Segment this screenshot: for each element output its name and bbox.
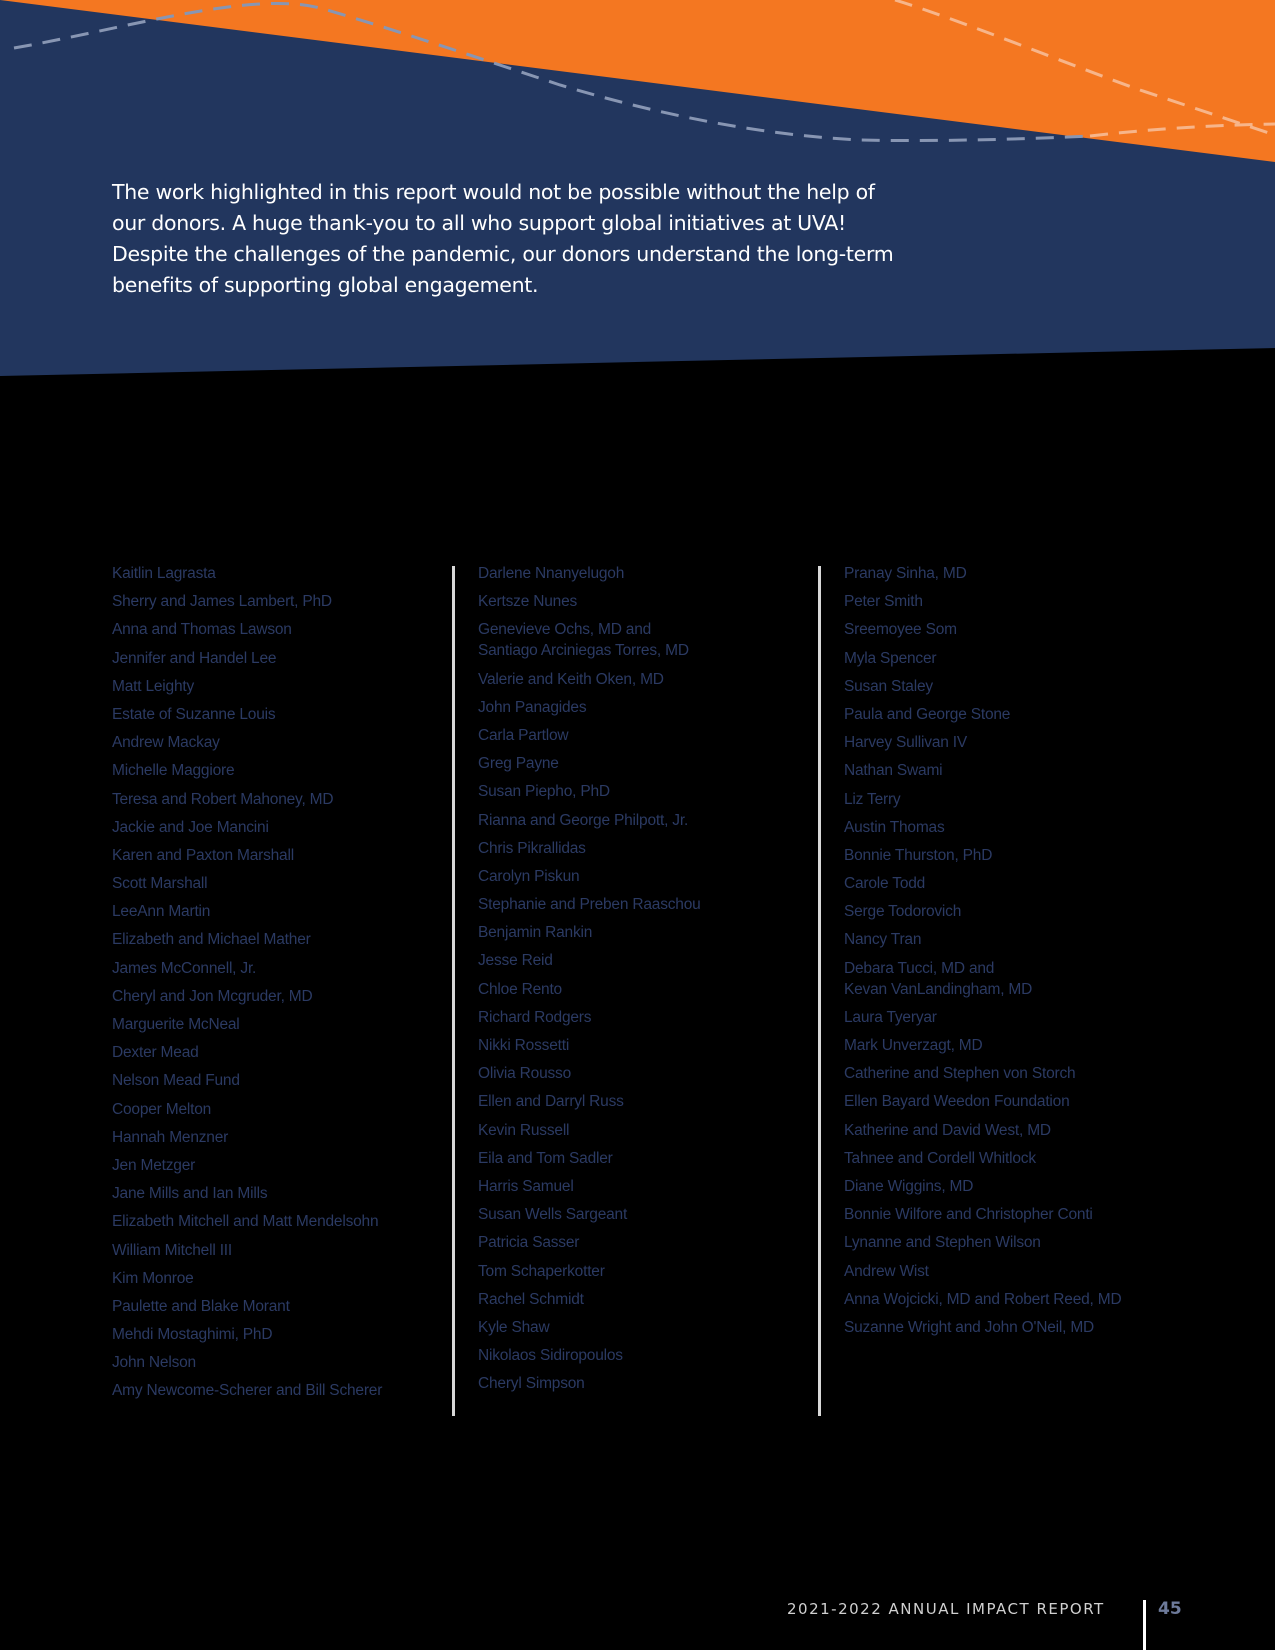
donor-name: Kim Monroe [112, 1269, 194, 1287]
donor-name: Carla Partlow [478, 726, 569, 744]
donor-name: Susan Piepho, PhD [478, 783, 610, 801]
donor-name: Jesse Reid [478, 952, 553, 970]
donor-name: Liz Terry [844, 790, 901, 808]
donor-name: Suzanne Wright and John O'Neil, MD [844, 1318, 1095, 1336]
donor-name: Susan Staley [844, 677, 933, 695]
donor-name: Jennifer and Handel Lee [112, 649, 277, 667]
donor-name: John Nelson [112, 1354, 196, 1372]
donor-name: Patricia Sasser [478, 1234, 580, 1252]
report-title: 2021-2022 ANNUAL IMPACT REPORT [787, 1600, 1105, 1618]
donor-name: Richard Rodgers [478, 1008, 592, 1026]
donor-name: William Mitchell III [112, 1241, 233, 1259]
donor-name: Catherine and Stephen von Storch [844, 1065, 1076, 1083]
donor-name: Austin Thomas [844, 818, 945, 836]
donor-name: Stephanie and Preben Raaschou [478, 896, 701, 914]
column-divider-2 [818, 566, 821, 1416]
donor-name: Jen Metzger [112, 1156, 196, 1174]
donor-name: Kyle Shaw [478, 1318, 550, 1336]
page-number: 45 [1158, 1599, 1182, 1619]
donor-name: Nikki Rossetti [478, 1037, 570, 1054]
donor-name: Estate of Suzanne Louis [112, 705, 276, 723]
donor-name: Myla Spencer [844, 649, 937, 667]
footer-divider [1143, 1600, 1146, 1650]
donor-name: Benjamin Rankin [478, 924, 593, 942]
donor-name: Harris Samuel [478, 1177, 574, 1195]
donor-name: Carole Todd [844, 875, 926, 893]
donor-name: Valerie and Keith Oken, MD [478, 670, 664, 688]
donor-name: Dexter Mead [112, 1044, 199, 1062]
donor-name: LeeAnn Martin [112, 903, 211, 921]
donor-name: Jane Mills and Ian Mills [112, 1185, 268, 1203]
donor-name: Andrew Mackay [112, 734, 220, 752]
donor-name: Elizabeth and Michael Mather [112, 931, 311, 949]
donor-name: James McConnell, Jr. [112, 959, 257, 977]
donor-list-column-3 [844, 563, 1121, 1345]
donor-name: Lynanne and Stephen Wilson [844, 1234, 1041, 1252]
donor-name: Harvey Sullivan IV [844, 734, 968, 752]
donor-name: Tahnee and Cordell Whitlock [844, 1149, 1036, 1167]
donor-name: Cooper Melton [112, 1100, 212, 1118]
donor-name: Rachel Schmidt [478, 1290, 584, 1308]
donor-name: Hannah Menzner [112, 1128, 229, 1146]
donor-name: Katherine and David West, MD [844, 1121, 1051, 1139]
donor-name: Bonnie Wilfore and Christopher Conti [844, 1206, 1093, 1224]
donor-name: Kaitlin Lagrasta [112, 565, 216, 582]
donor-name: Nelson Mead Fund [112, 1072, 240, 1090]
donor-list-column-1 [112, 563, 382, 1409]
donor-name: Susan Wells Sargeant [478, 1206, 628, 1224]
donor-name: John Panagides [478, 698, 587, 716]
donor-name: Ellen and Darryl Russ [478, 1093, 624, 1111]
donor-name: Mehdi Mostaghimi, PhD [112, 1326, 273, 1344]
donor-name: Serge Todorovich [844, 903, 962, 921]
donor-name: Nancy Tran [844, 931, 922, 949]
donor-name: Diane Wiggins, MD [844, 1177, 974, 1195]
donor-name: Marguerite McNeal [112, 1016, 240, 1033]
donor-name: Carolyn Piskun [478, 867, 580, 885]
donor-name: Laura Tyeryar [844, 1008, 937, 1026]
donor-name: Scott Marshall [112, 875, 208, 893]
donor-name: Andrew Wist [844, 1262, 929, 1280]
donor-name: Jackie and Joe Mancini [112, 818, 269, 836]
donor-name: Nikolaos Sidiropoulos [478, 1347, 623, 1365]
donor-name: Peter Smith [844, 593, 923, 611]
donor-name: Olivia Rousso [478, 1065, 572, 1083]
donor-name: Paula and George Stone [844, 705, 1011, 723]
donor-name: Sreemoyee Som [844, 621, 957, 639]
donor-name: Ellen Bayard Weedon Foundation [844, 1093, 1070, 1111]
donor-name: Teresa and Robert Mahoney, MD [112, 790, 334, 808]
donor-name: Anna and Thomas Lawson [112, 621, 292, 639]
donor-name: Elizabeth Mitchell and Matt Mendelsohn [112, 1213, 379, 1231]
donor-name: Eila and Tom Sadler [478, 1149, 613, 1167]
donor-name: Chris Pikrallidas [478, 839, 586, 857]
donor-name: Debara Tucci, MD and Kevan VanLandingham, MD [844, 959, 1033, 998]
donor-name: Amy Newcome-Scherer and Bill Scherer [112, 1382, 383, 1400]
donor-name: Matt Leighty [112, 677, 195, 695]
donor-name: Greg Payne [478, 755, 559, 773]
donor-name: Michelle Maggiore [112, 762, 235, 780]
donor-name: Mark Unverzagt, MD [844, 1037, 983, 1054]
donor-name: Chloe Rento [478, 980, 562, 998]
donor-name: Bonnie Thurston, PhD [844, 846, 993, 864]
donor-name: Anna Wojcicki, MD and Robert Reed, MD [844, 1290, 1122, 1308]
donor-name: Rianna and George Philpott, Jr. [478, 811, 689, 829]
donor-name: Sherry and James Lambert, PhD [112, 593, 332, 611]
donor-name: Tom Schaperkotter [478, 1262, 605, 1280]
donor-name: Kertsze Nunes [478, 593, 578, 611]
column-divider-1 [452, 566, 455, 1416]
donor-name: Pranay Sinha, MD [844, 565, 967, 582]
donor-name: Darlene Nnanyelugoh [478, 565, 625, 582]
donor-name: Cheryl Simpson [478, 1375, 585, 1393]
donor-name: Cheryl and Jon Mcgruder, MD [112, 987, 313, 1005]
intro-paragraph: The work highlighted in this report would not be possible without the help of our donors. A huge thank-you to all who support global initiatives at UVA! Despite the challenges of the pandemic, our donors understand the long-term benefits of supporting global engagement. [112, 180, 894, 297]
donor-name: Paulette and Blake Morant [112, 1297, 290, 1315]
donor-name: Karen and Paxton Marshall [112, 846, 294, 864]
donor-name: Nathan Swami [844, 762, 943, 780]
donor-name: Genevieve Ochs, MD and Santiago Arciniegas Torres, MD [478, 621, 689, 660]
donor-list-column-2 [478, 563, 701, 1401]
donor-name: Kevin Russell [478, 1121, 570, 1139]
